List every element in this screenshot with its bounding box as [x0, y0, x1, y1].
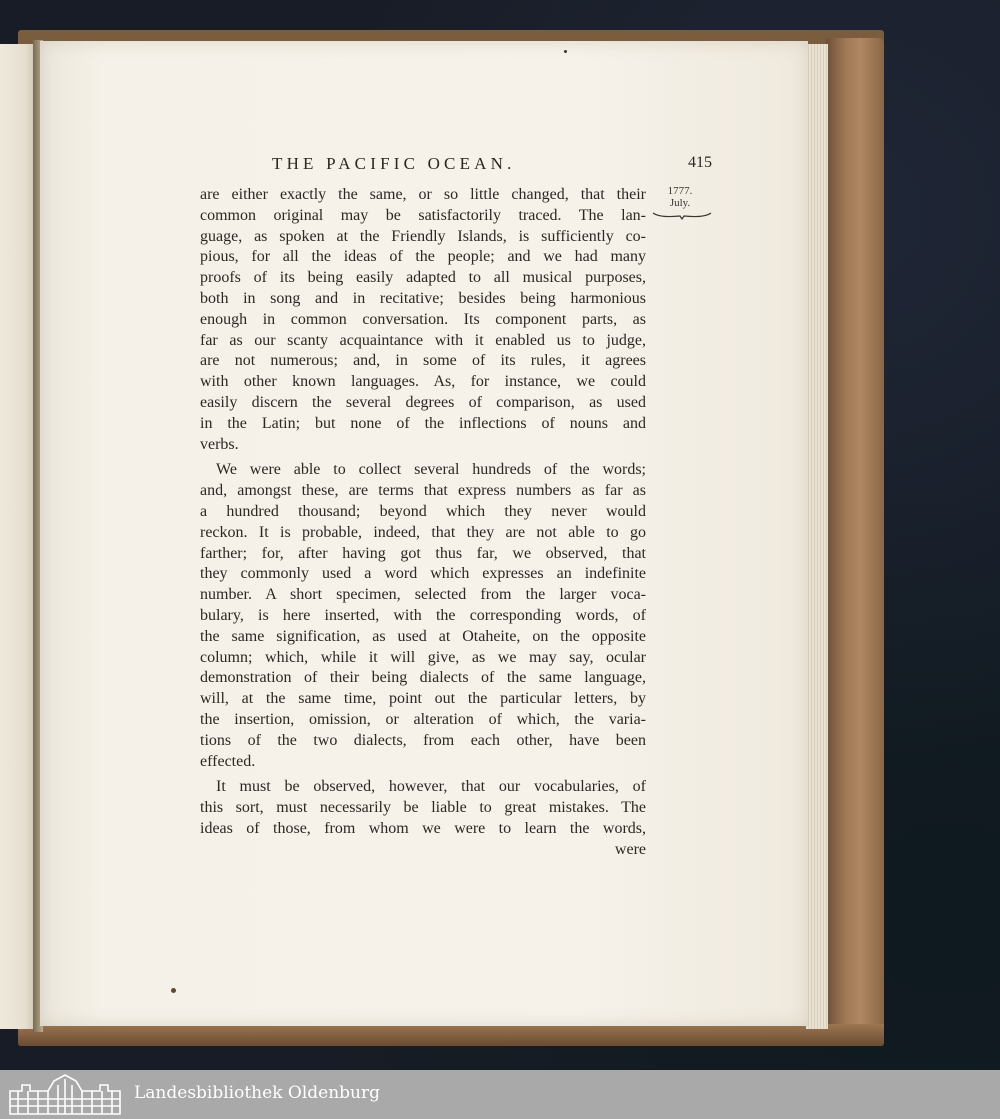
text-line: effected.	[200, 752, 256, 770]
text-line: farther; for, after having got thus far, we observed, that	[200, 544, 646, 562]
text-line: number. A short specimen, selected from the larger voca-	[200, 586, 646, 604]
text-line: the insertion, omission, or alteration of which, the varia-	[200, 710, 646, 728]
text-line: demonstration of their being dialects of the same language,	[200, 669, 646, 687]
text-line: a hundred thousand; beyond which they never would	[200, 502, 646, 520]
text-line: in the Latin; but none of the inflections of nouns and	[200, 414, 646, 432]
text-line: easily discern the several degrees of comparison, as used	[200, 393, 646, 411]
text-line: tions of the two dialects, from each other, have been	[200, 731, 646, 749]
text-line: bulary, is here inserted, with the corresponding words, of	[200, 606, 646, 624]
running-head: THE PACIFIC OCEAN.	[272, 154, 516, 173]
text-line: this sort, must necessarily be liable to great mistakes. The	[200, 799, 646, 817]
text-line: are either exactly the same, or so little changed, that their	[200, 186, 646, 203]
margin-note-year: 1777.	[667, 185, 693, 197]
text-line: We were able to collect several hundreds of the words;	[216, 461, 646, 479]
text-line: far as our scanty acquaintance with it enabled us to judge,	[200, 331, 646, 349]
text-line: they commonly used a word which expresses an indefinite	[200, 565, 646, 583]
text-line: column; which, while it will give, as we may say, ocular	[200, 648, 646, 666]
text-line: verbs.	[200, 435, 239, 453]
paragraph-2	[200, 460, 646, 772]
text-line: It must be observed, however, that our vocabularies, of	[216, 778, 646, 796]
brace-icon	[652, 208, 712, 220]
text-line: pious, for all the ideas of the people; and we had many	[200, 248, 646, 266]
book-cover-bottom	[18, 1024, 884, 1046]
catchword: were	[614, 840, 646, 858]
text-line: will, at the same time, point out the particular letters, by	[200, 690, 646, 708]
text-line: with other known languages. As, for instance, we could	[200, 373, 646, 391]
text-line: ideas of those, from whom we were to learn the words,	[200, 819, 646, 837]
text-line: proofs of its being easily adapted to all musical purposes,	[200, 269, 646, 287]
text-line: common original may be satisfactorily traced. The lan-	[200, 206, 646, 224]
margin-note-month: July.	[669, 197, 691, 209]
margin-note	[662, 185, 698, 209]
text-line: the same signification, as used at Otaheite, on the opposite	[200, 627, 646, 645]
text-line: reckon. It is probable, indeed, that they are not able to go	[200, 523, 646, 541]
text-line: are not numerous; and, in some of its rules, it agrees	[200, 352, 646, 370]
page-number: 415	[688, 154, 712, 171]
text-line: both in song and in recitative; besides being harmonious	[200, 289, 646, 307]
page-body	[200, 185, 646, 861]
paragraph-1	[200, 185, 646, 455]
text-line: guage, as spoken at the Friendly Islands, is sufficiently co-	[200, 227, 646, 245]
library-building-icon	[8, 1073, 122, 1116]
text-line: and, amongst these, are terms that express numbers as far as	[200, 482, 646, 500]
page-edges	[806, 44, 828, 1029]
facing-page	[0, 44, 36, 1029]
footer-institution: Landesbibliothek Oldenburg	[134, 1083, 381, 1103]
book-spine-edge	[826, 38, 884, 1038]
paper-speck	[564, 50, 567, 53]
paper-speck	[171, 988, 176, 993]
text-line: enough in common conversation. Its component parts, as	[200, 310, 646, 328]
paragraph-3	[200, 777, 646, 860]
